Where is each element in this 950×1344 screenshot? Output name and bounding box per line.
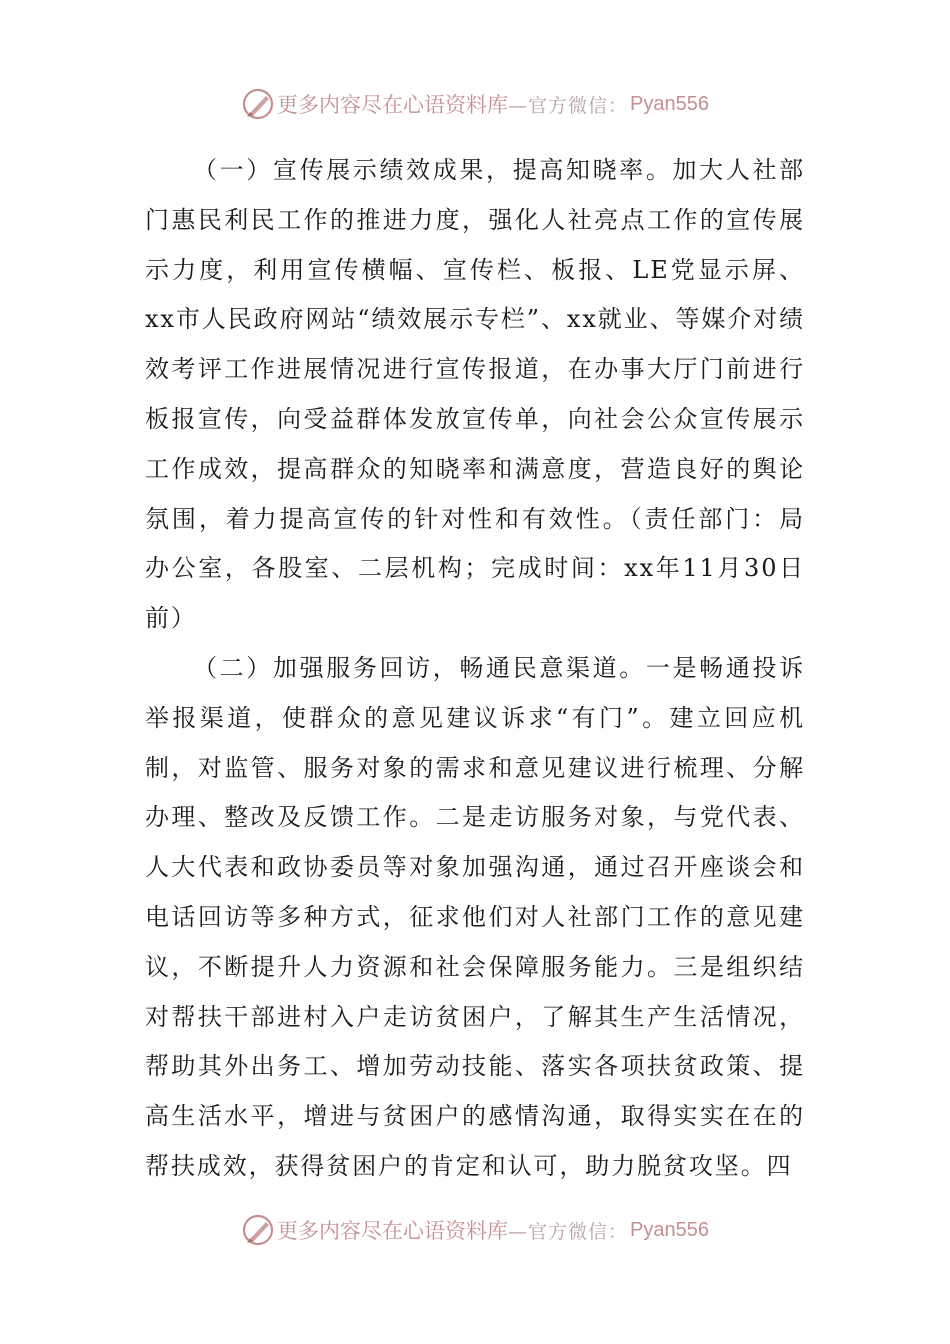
watermark-wechat-label: —官方微信： bbox=[508, 1220, 629, 1243]
paragraph-1: （一）宣传展示绩效成果，提高知晓率。加大人社部门惠民利民工作的推进力度，强化人社亮点工作的宣传展示力度，利用宣传横幅、宣传栏、板报、LE党显示屏、xx市人民政府网站“绩效展示专栏”、xx就业、等媒介对绩效考评工作进展情况进行宣传报道，在办事大厅门前进行板报宣传，向受益群体发放宣传单，向社会公众宣传展示工作成效，提高群众的知晓率和满意度，营造良好的舆论氛围，着力提高宣传的针对性和有效性。（责任部门：局办公室，各股室、二层机构；完成时间：xx年11月30日前） bbox=[145, 156, 805, 633]
header-watermark bbox=[0, 84, 950, 124]
watermark-site-name: 更多内容尽在心语资料库 bbox=[277, 1219, 508, 1243]
watermark-wechat-label: —官方微信： bbox=[508, 94, 629, 117]
watermark-wechat-id: Pyan556 bbox=[630, 1218, 709, 1241]
watermark-site-name: 更多内容尽在心语资料库 bbox=[277, 93, 508, 117]
footer-watermark bbox=[0, 1210, 950, 1250]
pen-logo-icon bbox=[241, 87, 275, 121]
pen-logo-icon bbox=[241, 1213, 275, 1247]
watermark-wechat-id: Pyan556 bbox=[630, 92, 709, 115]
paragraph-2: （二）加强服务回访，畅通民意渠道。一是畅通投诉举报渠道，使群众的意见建议诉求“有门”。建立回应机制，对监管、服务对象的需求和意见建议进行梳理、分解办理、整改及反馈工作。二是走访服务对象，与党代表、人大代表和政协委员等对象加强沟通，通过召开座谈会和电话回访等多种方式，征求他们对人社部门工作的意见建议，不断提升人力资源和社会保障服务能力。三是组织结对帮扶干部进村入户走访贫困户，了解其生产生活情况，帮助其外出务工、增加劳动技能、落实各项扶贫政策、提高生活水平，增进与贫困户的感情沟通，取得实实在在的帮扶成效，获得贫困户的肯定和认可，助力脱贫攻坚。四 bbox=[145, 653, 805, 1180]
document-body bbox=[145, 146, 805, 1192]
